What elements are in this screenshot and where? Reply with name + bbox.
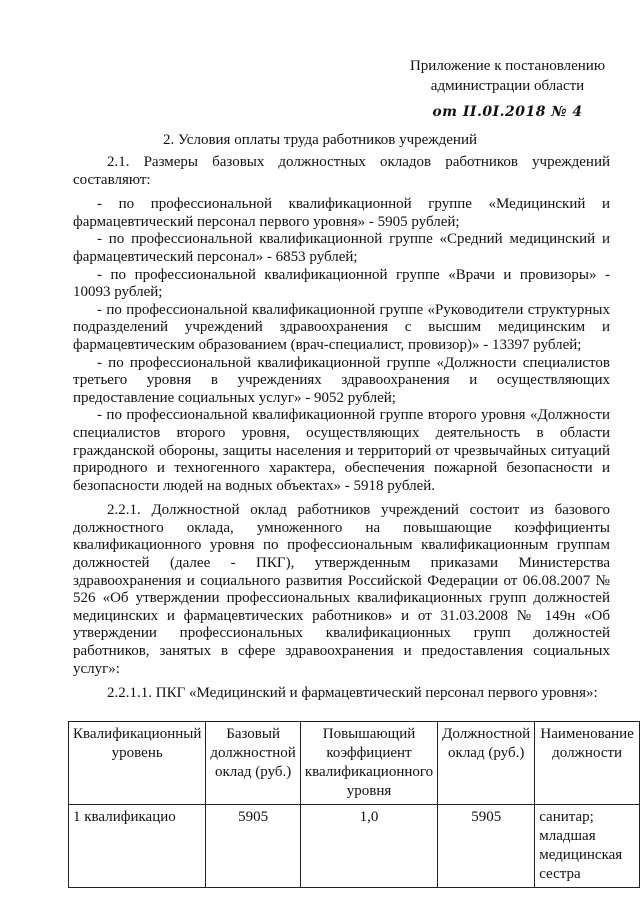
list-item: - по профессиональной квалификационной группе «Средний медицинский и фармацевтический персонал» - 6853 рублей; bbox=[73, 231, 610, 265]
paragraph-2-1: 2.1. Размеры базовых должностных окладов работников учреждений составляют: bbox=[73, 154, 610, 188]
cell-base-salary: 5905 bbox=[206, 805, 300, 888]
list-item: - по профессиональной квалификационной группе второго уровня «Должности специалистов второго уровня, осуществляющих деятельность в области гражданской обороны, защиты населения и территорий от чрезвычайных ситуаций природного и техногенного характера, обеспечения пожарной безопасности и безопасности людей на водных объектах» - 5918 рублей. bbox=[73, 407, 610, 494]
cell-position-name: санитар; младшая медицинская сестра bbox=[535, 805, 640, 888]
cell-coefficient: 1,0 bbox=[300, 805, 437, 888]
cell-qualification-level: 1 квалификацио bbox=[69, 805, 206, 888]
list-item: - по профессиональной квалификационной группе «Медицинский и фармацевтический персонал первого уровня» - 5905 рублей; bbox=[73, 196, 610, 230]
appendix-header bbox=[400, 56, 615, 122]
list-item: - по профессиональной квалификационной группе «Руководители структурных подразделений учреждений здравоохранения с высшим медицинским и фармацевтическим образованием (врач-специалист, провизор)» - 13397 рублей; bbox=[73, 301, 610, 353]
header-line-1: Приложение к постановлению bbox=[409, 58, 606, 74]
salary-table bbox=[68, 721, 640, 888]
paragraph-2-2-1: 2.2.1. Должностной оклад работников учреждений состоит из базового должностного оклада, умноженного на повышающие коэффициенты квалификационного уровня по профессиональным квалификационным группам должностей (далее - ПКГ), утвержденным приказами Министерства здравоохранения и социального развития Российской Федерации от 06.08.2007 № 526 «Об утверждении профессиональных квалификационных групп должностей медицинских и фармацевтических работников» и от 31.03.2008 № 149н «Об утверждении профессиональных квалификационных групп должностей работников, занятых в сфере здравоохранения и предоставления социальных услуг»: bbox=[73, 502, 610, 677]
section-title: 2. Условия оплаты труда работников учреждений bbox=[162, 132, 478, 148]
paragraph-2-2-1-1: 2.2.1.1. ПКГ «Медицинский и фармацевтический персонал первого уровня»: bbox=[107, 685, 598, 702]
header-base-salary: Базовый должностной оклад (руб.) bbox=[206, 722, 300, 805]
header-qualification-level: Квалификационный уровень bbox=[69, 722, 206, 805]
header-line-2: администрации области bbox=[430, 78, 585, 94]
list-item: - по профессиональной квалификационной группе «Врачи и провизоры» - 10093 рублей; bbox=[73, 266, 610, 301]
table-header-row bbox=[69, 722, 640, 805]
cell-salary: 5905 bbox=[438, 805, 535, 888]
date-stamp: от II.0I.2018 № 4 bbox=[432, 104, 583, 120]
list-item: - по профессиональной квалификационной группе «Должности специалистов третьего уровня в учреждениях здравоохранения и осуществляющих предоставление социальных услуг» - 9052 рублей; bbox=[73, 354, 610, 406]
table-row bbox=[69, 805, 640, 888]
document-body bbox=[73, 154, 610, 703]
header-salary: Должностной оклад (руб.) bbox=[438, 722, 535, 805]
header-position-name: Наименование должности bbox=[535, 722, 640, 805]
header-coefficient: Повышающий коэффициент квалификационного уровня bbox=[300, 722, 437, 805]
